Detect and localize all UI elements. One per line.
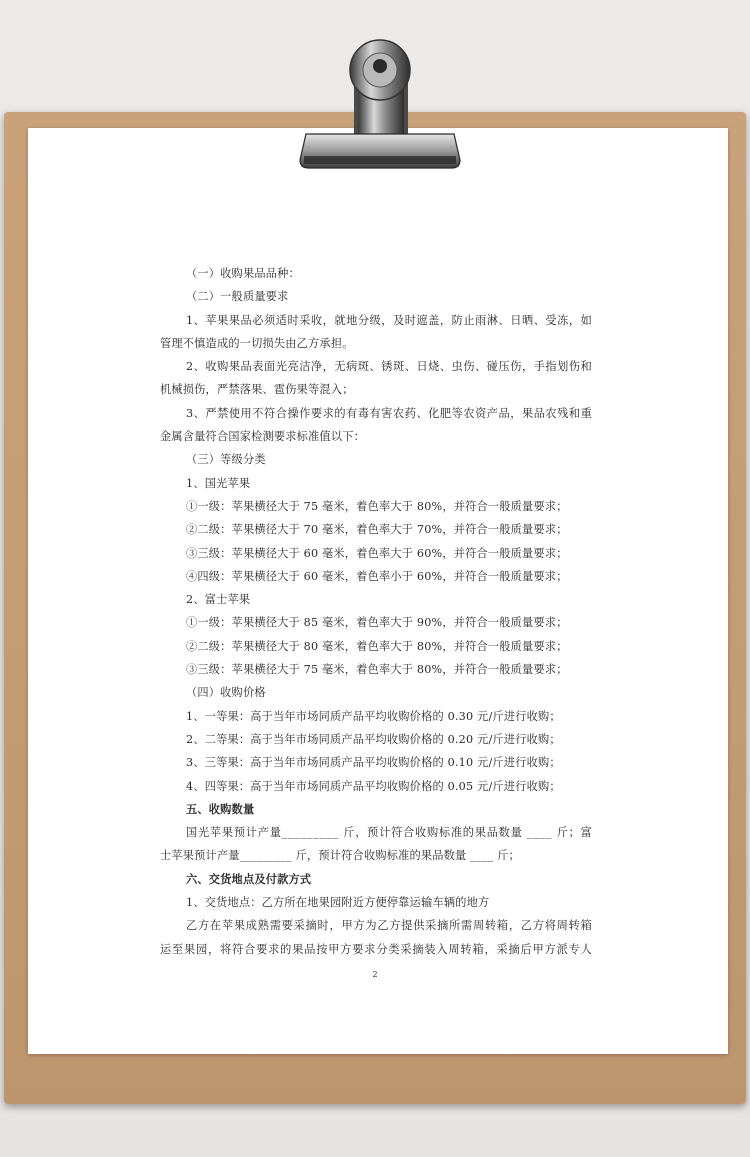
text-line: 机械损伤，严禁落果、雹伤果等混入； [160,383,354,397]
text-line: 2、收购果品表面光亮洁净，无病斑、锈斑、日烧、虫伤、碰压伤，手指划伤和 [186,360,593,374]
text-line: 国光苹果预计产量_________ 斤，预计符合收购标准的果品数量 ____ 斤；富 [186,826,593,840]
text-line: 1、交货地点：乙方所在地果园附近方便停靠运输车辆的地方 [186,896,490,910]
text-line: 金属含量符合国家检测要求标准值以下： [160,430,365,444]
text-line: （一）收购果品品种： [186,267,300,280]
text-line: 4、四等果：高于当年市场同质产品平均收购价格的 0.05 元/斤进行收购； [186,779,561,793]
binder-clip-icon [296,22,464,172]
text-line: 3、三等果：高于当年市场同质产品平均收购价格的 0.10 元/斤进行收购； [186,756,561,770]
text-line: 1、苹果果品必须适时采收，就地分级，及时遮盖，防止雨淋、日晒、受冻，如 [186,313,593,327]
text-line: （三）等级分类 [186,453,266,467]
text-line: 士苹果预计产量_________ 斤，预计符合收购标准的果品数量 ____ 斤； [160,849,520,863]
text-line: ③三级：苹果横径大于 75 毫米，着色率大于 80%，并符合一般质量要求； [186,663,568,677]
text-line: 1、一等果：高于当年市场同质产品平均收购价格的 0.30 元/斤进行收购； [186,709,561,723]
text-line: 2、富士苹果 [186,593,251,607]
document-body [160,262,592,961]
text-line: ②二级：苹果横径大于 70 毫米，着色率大于 70%，并符合一般质量要求； [186,523,568,537]
text-line: （二）一般质量要求 [186,290,289,304]
text-line: ④四级：苹果横径大于 60 毫米，着色率小于 60%，并符合一般质量要求； [186,569,568,583]
text-line: 管理不慎造成的一切损失由乙方承担。 [160,336,354,350]
text-line: 3、严禁使用不符合操作要求的有毒有害农药、化肥等农资产品，果品农残和重 [186,406,593,420]
text-line: 1、国光苹果 [186,476,251,490]
text-line: （四）收购价格 [186,686,266,700]
text-line: 2、二等果：高于当年市场同质产品平均收购价格的 0.20 元/斤进行收购； [186,732,561,746]
text-line: 运至果园，将符合要求的果品按甲方要求分类采摘装入周转箱，采摘后甲方派专人 [160,942,593,956]
section-heading: 六、交货地点及付款方式 [186,871,312,886]
text-line: ①一级：苹果横径大于 75 毫米，着色率大于 80%，并符合一般质量要求； [186,499,568,513]
text-line: ②二级：苹果横径大于 80 毫米，着色率大于 80%，并符合一般质量要求； [186,639,568,653]
section-heading: 五、收购数量 [186,801,255,816]
text-line: 乙方在苹果成熟需要采摘时，甲方为乙方提供采摘所需周转箱，乙方将周转箱 [186,919,593,933]
text-line: ③三级：苹果横径大于 60 毫米，着色率大于 60%，并符合一般质量要求； [186,546,568,560]
page-number: 2 [372,970,378,979]
text-line: ①一级：苹果横径大于 85 毫米，着色率大于 90%，并符合一般质量要求； [186,616,568,630]
